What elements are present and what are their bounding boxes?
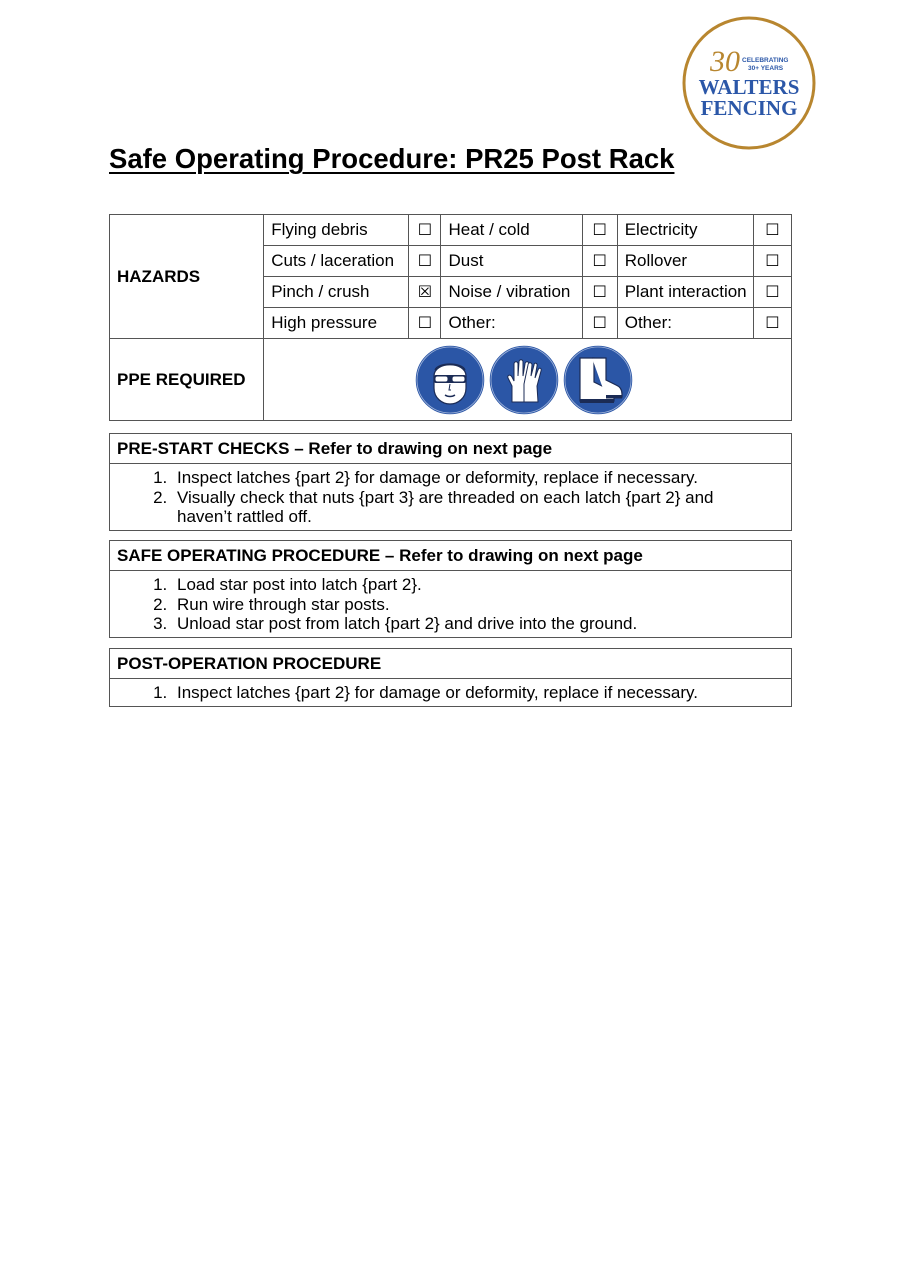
- section-heading: POST-OPERATION PROCEDURE: [110, 649, 791, 679]
- hazard-checkbox[interactable]: ☐: [409, 246, 441, 277]
- hazard-checkbox[interactable]: ☐: [582, 277, 617, 308]
- page-title: Safe Operating Procedure: PR25 Post Rack: [109, 143, 675, 174]
- hazard-name: Cuts / laceration: [264, 246, 409, 277]
- hazard-checkbox[interactable]: ☐: [409, 215, 441, 246]
- pre-start-checks-section: [109, 433, 792, 531]
- post-operation-procedure-section: [109, 648, 792, 707]
- safety-boots-icon: [562, 344, 634, 416]
- logo-brand-2: FENCING: [700, 96, 798, 120]
- hazard-name: High pressure: [264, 308, 409, 339]
- section-heading: SAFE OPERATING PROCEDURE – Refer to drawing on next page: [110, 541, 791, 571]
- logo-brand-1: WALTERS: [698, 75, 800, 99]
- hazard-name: Noise / vibration: [441, 277, 582, 308]
- hazard-checkbox[interactable]: ☐: [753, 308, 791, 339]
- list-item: 1. Load star post into latch {part 2}.: [172, 575, 761, 595]
- hazard-checkbox[interactable]: ☐: [753, 215, 791, 246]
- ppe-icons-cell: [264, 339, 792, 421]
- hazard-checkbox[interactable]: ☒: [409, 277, 441, 308]
- hazard-checkbox[interactable]: ☐: [409, 308, 441, 339]
- hazard-checkbox[interactable]: ☐: [753, 277, 791, 308]
- logo-tagline-2: 30+ YEARS: [748, 65, 784, 72]
- gloves-icon: [488, 344, 560, 416]
- eye-protection-icon: [414, 344, 486, 416]
- hazard-checkbox[interactable]: ☐: [753, 246, 791, 277]
- list-item: 1. Inspect latches {part 2} for damage or deformity, replace if necessary.: [172, 683, 761, 703]
- hazard-name: Flying debris: [264, 215, 409, 246]
- ppe-label: PPE REQUIRED: [110, 339, 264, 421]
- logo-numeral: 30: [710, 45, 740, 78]
- hazard-name: Dust: [441, 246, 582, 277]
- company-logo: [682, 16, 816, 150]
- list-item: 2. Visually check that nuts {part 3} are threaded on each latch {part 2} and haven’t rattled off.: [172, 488, 761, 527]
- logo-tagline-1: CELEBRATING: [742, 57, 789, 64]
- section-heading: PRE-START CHECKS – Refer to drawing on next page: [110, 434, 791, 464]
- hazard-name: Other:: [441, 308, 582, 339]
- hazard-name: Pinch / crush: [264, 277, 409, 308]
- list-item: 2. Run wire through star posts.: [172, 595, 761, 615]
- list-item: 1. Inspect latches {part 2} for damage or deformity, replace if necessary.: [172, 468, 761, 488]
- hazard-name: Rollover: [617, 246, 753, 277]
- list-item: 3. Unload star post from latch {part 2} and drive into the ground.: [172, 614, 761, 634]
- hazard-checkbox[interactable]: ☐: [582, 246, 617, 277]
- hazard-checkbox[interactable]: ☐: [582, 308, 617, 339]
- hazards-table: [109, 214, 792, 421]
- safe-operating-procedure-section: [109, 540, 792, 638]
- hazard-checkbox[interactable]: ☐: [582, 215, 617, 246]
- hazards-label: HAZARDS: [110, 215, 264, 339]
- hazard-name: Other:: [617, 308, 753, 339]
- hazard-name: Electricity: [617, 215, 753, 246]
- hazard-name: Plant interaction: [617, 277, 753, 308]
- hazard-name: Heat / cold: [441, 215, 582, 246]
